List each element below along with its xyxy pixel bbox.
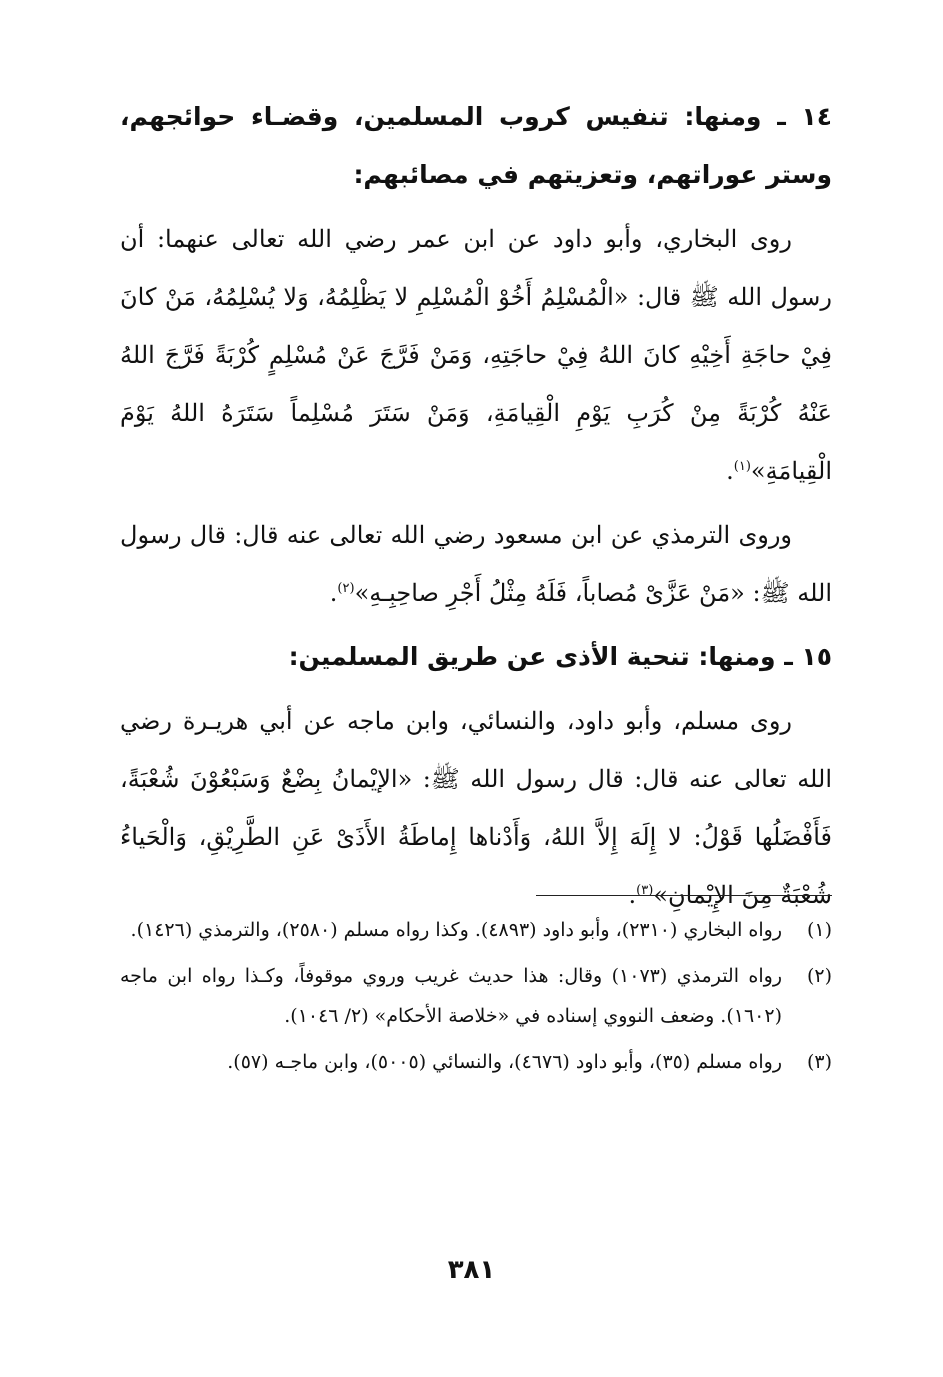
- page-number: ٣٨١: [447, 1255, 496, 1285]
- section-15: [120, 628, 832, 924]
- section-14: [120, 88, 832, 622]
- footnote-ref[interactable]: (٢): [337, 581, 355, 596]
- footnote-number: (١): [806, 919, 832, 941]
- footnote: [120, 1042, 832, 1082]
- footnote-number: (٢): [806, 965, 832, 987]
- paragraph-end: .: [329, 579, 338, 607]
- hadith-paragraph: [120, 210, 832, 500]
- footnote: [120, 910, 832, 950]
- paragraph-end: .: [628, 881, 637, 909]
- footnote-divider: [536, 895, 832, 896]
- paragraph-text: وروى الترمذي عن ابن مسعود رضي الله تعالى عنه قال: قال رسول الله ﷺ: «مَنْ عَزَّىْ مُصاباً، فَلَهُ مِثْلُ أَجْرِ صاحِبِـهِ»: [120, 521, 832, 607]
- paragraph-text: روى مسلم، وأبو داود، والنسائي، وابن ماجه عن أبي هريـرة رضي الله تعالى عنه قال: قال رسول الله ﷺ: «الإيْمانُ بِضْعٌ وَسَبْعُوْنَ شُعْبَةً، فَأَفْضَلُها قَوْلُ: لا إِلَهَ إِلاَّ اللهُ، وَأَدْناها إِماطَةُ الأَذَىْ عَنِ الطَّرِيْقِ، وَالْحَياءُ شُعْبَةٌ مِنَ الإِيْمانِ»: [120, 707, 833, 909]
- section-heading: ١٥ ـ ومنها: تنحية الأذى عن طريق المسلمين:: [288, 642, 832, 671]
- hadith-paragraph: [120, 506, 832, 622]
- main-text: [120, 88, 832, 930]
- footnote-ref[interactable]: (١): [733, 459, 751, 474]
- hadith-paragraph: [120, 692, 832, 924]
- paragraph-end: .: [726, 457, 734, 485]
- footnote-text: رواه البخاري (٢٣١٠)، وأبو داود (٤٨٩٣). وكذا رواه مسلم (٢٥٨٠)، والترمذي (١٤٢٦).: [130, 919, 782, 941]
- footnote-number: (٣): [806, 1051, 832, 1073]
- footnote-text: رواه الترمذي (١٠٧٣) وقال: هذا حديث غريب وروي موقوفاً، وكـذا رواه ابن ماجه (١٦٠٢). وضعف النووي إسناده في «خلاصة الأحكام» (٢/ ١٠٤٦).: [120, 965, 783, 1027]
- section-heading: ١٤ ـ ومنها: تنفيس كروب المسلمين، وقضـاء حوائجهم، وستر عوراتهم، وتعزيتهم في مصائبهم:: [120, 102, 832, 189]
- footnotes: [120, 910, 832, 1088]
- paragraph-text: روى البخاري، وأبو داود عن ابن عمر رضي الله تعالى عنهما: أن رسول الله ﷺ قال: «الْمُسْلِمُ أَخُوْ الْمُسْلِمِ لا يَظْلِمُهُ، وَلا يُسْلِمُهُ، مَنْ كانَ فِيْ حاجَةِ أَخِيْهِ كانَ اللهُ فِيْ حاجَتِهِ، وَمَنْ فَرَّجَ عَنْ مُسْلِمٍ كُرْبَةً فَرَّجَ اللهُ عَنْهُ كُرْبَةً مِنْ كُرَبِ يَوْمِ الْقِيامَةِ، وَمَنْ سَتَرَ مُسْلِماً سَتَرَهُ اللهُ يَوْمَ الْقِيامَةِ»: [120, 225, 832, 485]
- footnote-text: رواه مسلم (٣٥)، وأبو داود (٤٦٧٦)، والنسائي (٥٠٠٥)، وابن ماجـه (٥٧).: [227, 1051, 782, 1073]
- footnote: [120, 956, 832, 1036]
- footnote-ref[interactable]: (٣): [636, 883, 654, 898]
